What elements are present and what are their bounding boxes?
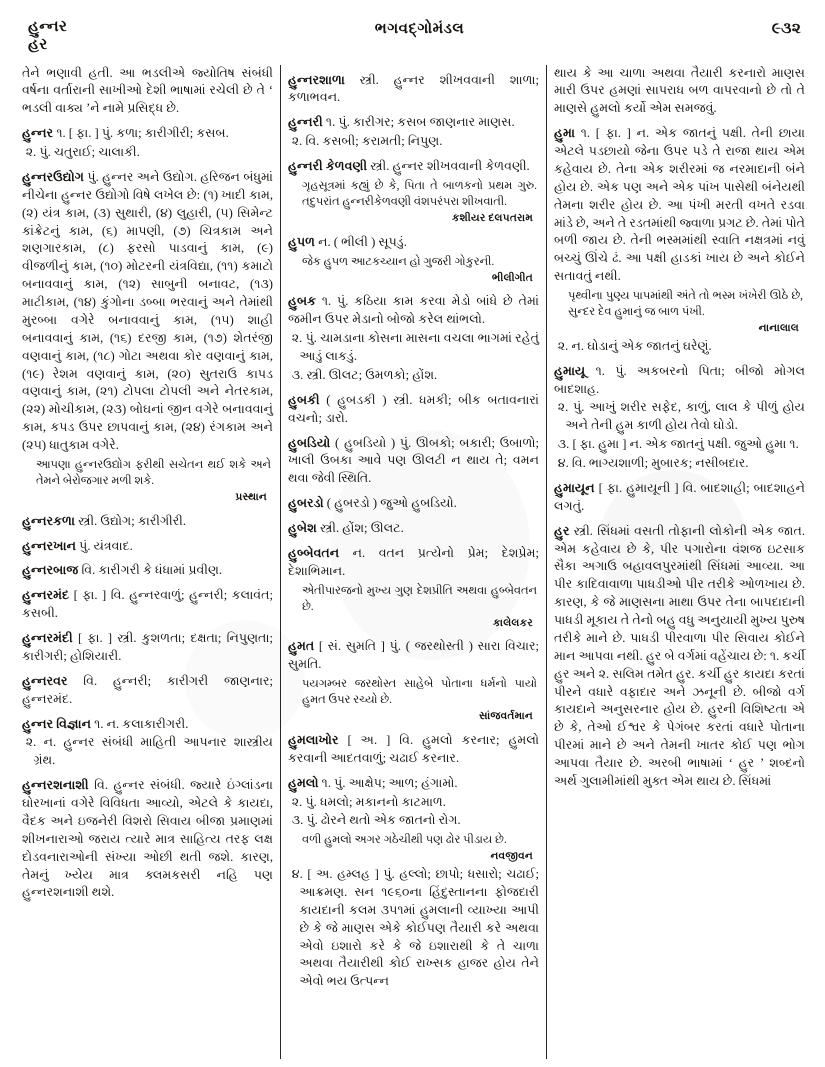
entry-definition: પું. યંત્રવાદ. bbox=[79, 538, 133, 553]
entry-definition: ન. ( ભીલી ) સૂપડું. bbox=[318, 234, 407, 249]
entry-sense: ૨. વિ. કસબી; કરામતી; નિપુણ. bbox=[291, 134, 443, 149]
entry-headword: હુન્નરમંદ bbox=[22, 588, 70, 603]
entry-headword: હુન્નર વિજ્ઞાન bbox=[22, 716, 91, 731]
entry-headword: હુબડિયો bbox=[288, 435, 331, 450]
entry-headword: હુબક bbox=[288, 294, 316, 309]
dictionary-entry bbox=[288, 775, 539, 793]
citation-quote bbox=[554, 289, 805, 337]
dictionary-entry bbox=[22, 125, 273, 143]
dictionary-entry bbox=[288, 732, 539, 768]
entry-sense: ૨. ન. હુન્નર સંબંધી માહિતી આપનાર શાસ્ત્રીય ગ્રંથ. bbox=[25, 735, 273, 768]
dictionary-entry bbox=[288, 72, 539, 108]
entry-sense: ૨. પું. ચતુરાઈ; ચાલાકી. bbox=[25, 145, 140, 160]
entry-definition: ૧. [ ફા. ] પું. કળા; કારીગીરી; કસબ. bbox=[56, 126, 229, 141]
entry-sense: ૪. [ અ. હમ્લહ ] પું. હલ્લો; છાપો; ધસારો; ચઢાઈ; આક્રમણ. સન ૧૯૬૦ના હિંદુસ્તાનના ફોજદારી કાયદાની કલમ ૩૫૧માં હુમલાની વ્યાખ્યા આપી છે કે જે માણસ એકે કોઈપણ તૈયારી કરે અથવા એવો ઇશારો કરે કે જે ઇશારાથી કે તે ચાળા અથવા તૈયારીથી કોઈ રાખ્સક હાજર હોય તેને એવો ભય ઉત્પન્ન bbox=[291, 867, 539, 989]
dictionary-entry bbox=[288, 545, 539, 581]
entry-headword: હુન્નરશાળા bbox=[288, 72, 345, 87]
quote-attribution: કશીયર દલપતરામ bbox=[451, 212, 533, 224]
dictionary-entry bbox=[288, 392, 539, 428]
text-column-2 bbox=[280, 65, 546, 1059]
entry-definition: ( હુબડકી ) સ્ત્રી. ધમકી; બીક બતાવનારાં વચનો; ડારો. bbox=[288, 392, 539, 425]
text-column-3 bbox=[546, 65, 807, 1059]
entry-headword: હુન્નરવર bbox=[22, 673, 68, 688]
entry-definition: ૧. પું. કઠિયા કામ કરવા મેડો બાંધે છે તેમાં જમીન ઉપર મેડાનો બોજો કરેલ થાંભલો. bbox=[288, 294, 539, 327]
dictionary-entry bbox=[22, 169, 273, 455]
entry-definition: ૧. પું. કારીગર; કસબ જાણનાર માણસ. bbox=[325, 115, 515, 130]
entry-headword: હુન્નરકળા bbox=[22, 513, 75, 528]
entry-headword: હુમત bbox=[288, 639, 315, 654]
entry-definition: ૧. પું. અકબરનો પિતા; બીજો મોગલ બાદશાહ. bbox=[554, 363, 805, 396]
entry-headword: હુમલાખોર bbox=[288, 732, 339, 747]
entry-definition: [ ફા. ] સ્ત્રી. કુશળતા; દક્ષતા; નિપુણતા; કારીગરી; હોશિયારી. bbox=[22, 631, 273, 663]
entry-sense: ૩. [ ફા. હુમા ] ન. એક જાતનું પક્ષી. જુઓ હુમા ૧. bbox=[557, 437, 799, 452]
running-head-title: ભગવદ્ગોમંડલ bbox=[374, 21, 465, 37]
entry-headword: હુન્નરશનાશી bbox=[22, 778, 89, 793]
citation-quote bbox=[22, 458, 273, 506]
dictionary-entry bbox=[288, 520, 539, 538]
quote-text: જેક હુપળ આટકચ્યાન હો ગુજરી ગોકુરની. bbox=[302, 255, 495, 268]
entry-definition: પું. હુન્નર અને ઉદ્યોગ. હરિજન બંધુમાં નીચેના હુન્નર ઉદ્યોગો વિષે લખેલ છે: (૧) ખાદી કામ, (૨) યંત્ર કામ, (૩) સુથારી, (૪) લુહારી, (૫) સિમેન્ટ કાંક્રેટનું કામ, (૬) માપણી, (૭) ચિત્રકામ અને શણગારકામ, (૮) ફરસો પાડવાનું કામ, (૯) વીજળીનું કામ, (૧૦) મોટરની યંત્રવિદ્યા, (૧૧) કમાટો બનાવવાનું કામ, (૧૨) સાબુની બનાવટ, (૧૩) માટીકામ, (૧૪) કુંગોના ડબ્બા ભરવાનું અને તેમાંથી મુરબ્બા વગેરે બનાવવાનું કામ, (૧૫) શાહી બનાવવાનું કામ, (૧૬) દરજી કામ, (૧૭) શેતરંજી વણવાનું કામ, (૧૮) ગોટા અથવા કોર વણવાનું કામ, (૧૯) રેશમ વણવાનું કામ, (૨૦) સુતરાઉ કાપડ વણવાનું કામ, (૨૧) ટોપલા ટોપલી અને નેતરકામ, (૨૨) મોચીકામ, (૨૩) બોઘનાં જીન વગેરે બનાવવાનું કામ, કપડ ઉપર છાપવાનું કામ, (૨૪) રંગકામ અને (૨૫) ધાતુકામ વગેરે. bbox=[22, 169, 273, 453]
dictionary-entry bbox=[22, 673, 273, 709]
entry-definition: ૧. પું. આક્ષેપ; આળ; હંગામો. bbox=[321, 775, 458, 790]
entry-definition: સ્ત્રી. સિંધમાં વસતી તોફાની લોકોની એક જાત. એમ કહેવાય છે કે, પીર પગારોના વંશજ ઇટસાક સૈકા અગાઉ બહાવલપુરમાંથી સિંધમાં આવ્યા. આ પીર કાદિવાવાળા પાધડીઓ પીર તરીકે ઓળખાય છે. કારણ, કે જે માણસના માથા ઉપર તેના બાપદાદાની પાધડી મૂકાય તે તેનો બહુ વધુ અનુયાયી મુખ્ય પુરુષ તરીકે માને છે. પાધડી પીરવાળા પીર સિવાય કોઈને માન આપવા નથી. હુર બે વર્ગમાં વહેંચાય છે: ૧. કર્ચી હુર અને ૨. સલિમ તમેત હુર. કર્ચી હુર કાયદા કરતાં પીરને વધારે વફાદાર અને ઝનૂની છે. બીજો વર્ગ કાયદાને અનુસરનાર હોય છે. હુરની વિશિષ્ટતા એ છે કે, તેઓ ઈશ્વર કે પેગંબર કરતાં વધારે પોતાના પીરમાં માને છે અને તેમની ખાતર કોઈ પણ ભોગ આપવા તૈયાર છે. અરબી ભાષામાં ‘ હુર ’ શબ્દનો અર્થ ગુલામીમાંથી મુક્ત એમ થાય છે. સિંધમાં bbox=[554, 523, 805, 788]
dictionary-entry bbox=[288, 293, 539, 329]
quote-attribution: સાંજવર્તમાન bbox=[479, 711, 533, 723]
quote-attribution: ભીલીગીત bbox=[491, 272, 533, 284]
entry-headword: હુબકી bbox=[288, 392, 320, 407]
dictionary-entry bbox=[22, 587, 273, 623]
dictionary-entry bbox=[22, 513, 273, 531]
citation-quote bbox=[288, 179, 539, 227]
dictionary-entry bbox=[554, 125, 805, 286]
entry-definition: ૧. [ ફા. ] ન. એક જાતનું પક્ષી. તેની છાયા એટલે પડછાયો જેના ઉપર પડે તે રાજા થાય એમ કહેવાય છે. તેના એક શરીરમાં જ નરમાદાની બંને હોય છે. એક પણ અને એક પાંખ પાસેથી બંનેયથી તેમના શરીર હોય છે. આ પંખી મરતી વખતે રડવા માંડે છે, અને તે રડતમાંથી જ્વાળા પ્રગટ છે. તેમાં પોતે બળી જાય છે. તેની ભસ્મમાંથી સ્વાતિ નક્ષત્રમાં નવું બચ્ચું ઊંચે ઢં. આ પક્ષી હાડકાં ખાય છે અને કોઈને સતાવતું નથી. bbox=[554, 126, 805, 284]
entry-sense: ૨. ન. ઘોડાનું એક જાતનું ઘરેણું. bbox=[557, 338, 712, 353]
entry-sense: ૨. પું. આખું શરીર સફેદ, કાળું, લાલ કે પીળું હોય અને તેની હુમ કાળી હોય તેવો ઘોડો. bbox=[557, 400, 805, 433]
dictionary-entry bbox=[288, 435, 539, 489]
entry-definition: [ સં. સુમતિ ] પું. ( જરથોસ્તી ) સારા વિચાર; સુમતિ. bbox=[288, 639, 540, 672]
quote-text: પયગમ્બર જરથોસ્ત સાહેબે પોતાના ધર્મનો પાયો હુમત ઉપર રચ્યો છે. bbox=[302, 678, 537, 707]
entry-sense: ૨. પું. ચામડાના કોસના માસના વચલા ભાગમાં રહેતું આડું લાકડું. bbox=[291, 331, 539, 363]
entry-headword: હુમલો bbox=[288, 775, 319, 790]
entry-definition: ૧. ન. કલાકારીગરી. bbox=[94, 716, 189, 731]
entry-headword: હુન્નરઉદ્યોગ bbox=[22, 169, 84, 184]
quote-attribution: નાનાલાલ bbox=[758, 323, 799, 334]
entry-sense: ૪. વિ. ભાગ્યશાળી; મુબારક; નસીબદાર. bbox=[557, 456, 749, 471]
entry-definition: વિ. હુન્નર સંબંધી. જ્યારે ઇંગ્લાંડના ઘોરખાનાં વગેરે વિવિધતા આવ્યો, એટલે કે કાયદા, વૈદક અને ઇજનેરી વિશરો સિવાય બીજા પ્રમાણમાં શીખનારાઓ જરાય ત્યારે માત્ર સાહિત્ય તરફ લક્ષ દોડવનારાઓની સંખ્યા ઓછી થતી જશે. કારણ, તેમનું ખ્યેય માત્ર ક્લમકસરી નહિ પણ હુન્નરશનાશી થશે. bbox=[22, 778, 273, 900]
entry-definition: ( હુબડિયો ) પું. ઊબકો; બકારી; ઉબાળો; ખાલી ઉબકા આવે પણ ઊલટી ન થાય તે; વમન થવા જેવી સ્થિતિ. bbox=[288, 435, 539, 486]
entry-headword: હુન્નરી કેળવણી bbox=[288, 159, 368, 174]
quote-text: આપણા હુન્નરઉદ્યોગ ફરીથી સચેતન થઈ શકે અને તેમને બેરોજગાર મળી શકે. bbox=[36, 458, 271, 487]
entry-definition: સ્ત્રી. હુન્નર શીખવવાની શાળા; કળાભવન. bbox=[288, 72, 539, 105]
dictionary-entry bbox=[288, 495, 539, 513]
quote-text: એતીપારજનો મુખ્ય ગુણ દેશપ્રીતિ અથવા હુબ્બેવતન છે. bbox=[302, 584, 537, 613]
paragraph: તેને ભણાવી હતી. આ ભડલીએ જ્યોતિષ સંબંધી વર્ષના વર્તારાની સાખીઓ દેશી ભાષામાં રચેલી છે તે ‘ ભડલી વાક્ય ’ને નામે પ્રસિદ્ધ છે. bbox=[22, 65, 273, 116]
entry-definition: સ્ત્રી. હુન્નર શીખવવાની કેળવણી. bbox=[370, 159, 530, 174]
entry-headword: હુન્નરખાન bbox=[22, 538, 76, 553]
entry-sense: ૩. પું. ઢોરને થતો એક જાતનો રોગ. bbox=[291, 813, 461, 828]
entry-definition: [ ફા. ] વિ. હુન્નરવાળું; હુન્નરી; કલાવંત; કસબી. bbox=[22, 588, 273, 621]
dictionary-entry bbox=[288, 638, 539, 674]
running-head-left-line2: હર bbox=[28, 36, 48, 54]
entry-definition: વિ. હુન્નરી; કારીગરી જાણનાર; હુન્નરમંદ. bbox=[22, 673, 273, 706]
entry-definition: [ ફા. હુમાયૂની ] વિ. બાદશાહી; બાદશાહને લગતું. bbox=[554, 480, 805, 513]
dictionary-entry bbox=[22, 630, 273, 666]
entry-headword: હુન્નર bbox=[22, 126, 54, 141]
dictionary-entry bbox=[22, 538, 273, 556]
citation-quote bbox=[288, 677, 539, 725]
dictionary-entry bbox=[288, 158, 539, 176]
running-head-left-line1: હુન્નર bbox=[28, 18, 68, 35]
citation-quote bbox=[288, 255, 539, 287]
text-column-1 bbox=[20, 65, 280, 1059]
entry-headword: હુમા bbox=[554, 126, 575, 141]
dictionary-entry bbox=[554, 363, 805, 399]
dictionary-entry bbox=[288, 114, 539, 132]
entry-definition: સ્ત્રી. ઉદ્યોગ; કારીગીરી. bbox=[78, 513, 187, 528]
dictionary-entry bbox=[554, 523, 805, 791]
entry-headword: હુન્નરબાજ bbox=[22, 563, 79, 578]
paragraph: થાય કે આ ચાળા અથવા તૈયારી કરનારો માણસ મારી ઉપર હમણાં સાપરાધ બળ વાપરવાનો છે તો તે માણસે હુમલો કર્યો એમ સમજવું. bbox=[554, 65, 805, 116]
column-container bbox=[20, 65, 807, 1059]
entry-definition: સ્ત્રી. હોંશ; ઊલટ. bbox=[319, 521, 404, 535]
dictionary-entry bbox=[288, 234, 539, 252]
running-head bbox=[28, 18, 801, 55]
quote-attribution: પ્રસ્થાન bbox=[235, 491, 267, 503]
dictionary-entry bbox=[22, 716, 273, 734]
dictionary-entry bbox=[22, 777, 273, 902]
entry-sense: ૩. સ્ત્રી. ઊલટ; ઉમળકો; હોંશ. bbox=[291, 367, 438, 382]
entry-definition: ન. વતન પ્રત્યેનો પ્રેમ; દેશપ્રેમ; દેશાભિમાન. bbox=[288, 545, 539, 578]
entry-headword: હુમાયૂન bbox=[554, 480, 595, 495]
entry-headword: હુબ્બેવતન bbox=[288, 545, 340, 560]
page-number: ૯૩૨ bbox=[771, 20, 801, 37]
entry-headword: હુમાયૂ bbox=[554, 363, 586, 378]
quote-text: ગૃહસૂત્રમાં કહ્યું છે કે, પિતા તે બાળકનો પ્રથમ ગુરુ. તદુપરાંત હુન્નરીકેળવણી વંશપરંપરા શીખવાતી. bbox=[302, 179, 537, 208]
citation-quote bbox=[288, 833, 539, 865]
entry-headword: હુપળ bbox=[288, 234, 315, 249]
citation-quote bbox=[288, 584, 539, 632]
quote-text: વળી હુમલો અગર ગઠેચીથી પણ ઢોર પીડાય છે. bbox=[302, 834, 507, 847]
entry-headword: હુબરડો bbox=[288, 496, 324, 511]
quote-attribution: નવજીવન bbox=[490, 851, 533, 863]
entry-definition: વિ. કારીગરી કે ધંધામાં પ્રવીણ. bbox=[81, 563, 223, 578]
entry-headword: હુર bbox=[554, 523, 570, 538]
quote-text: પૃથ્વીના પુણ્ય પાપમાંથી અંતે તો ભસ્મ ખંખેરી ઊઠે છે, સુન્દર દેવ હુમાનું જ બાળ પંખી. bbox=[568, 290, 803, 319]
quote-attribution: કાલેલકર bbox=[492, 617, 533, 629]
entry-headword: હુબેશ bbox=[288, 521, 317, 535]
dictionary-entry bbox=[554, 480, 805, 516]
entry-headword: હુન્નરમંદી bbox=[22, 631, 73, 646]
entry-definition: ( હુબરડો ) જુઓ હુબડિયો. bbox=[326, 496, 457, 511]
entry-sense: ૨. પું. ધમલો; મકાનનો કાટમાળ. bbox=[291, 794, 446, 809]
entry-headword: હુન્નરી bbox=[288, 115, 323, 130]
dictionary-entry bbox=[22, 562, 273, 580]
entry-definition: [ અ. ] વિ. હુમલો કરનાર; હુમલો કરવાની આદતવાળું; ચઢાઈ કરનાર. bbox=[288, 732, 539, 765]
running-head-left bbox=[28, 18, 67, 55]
